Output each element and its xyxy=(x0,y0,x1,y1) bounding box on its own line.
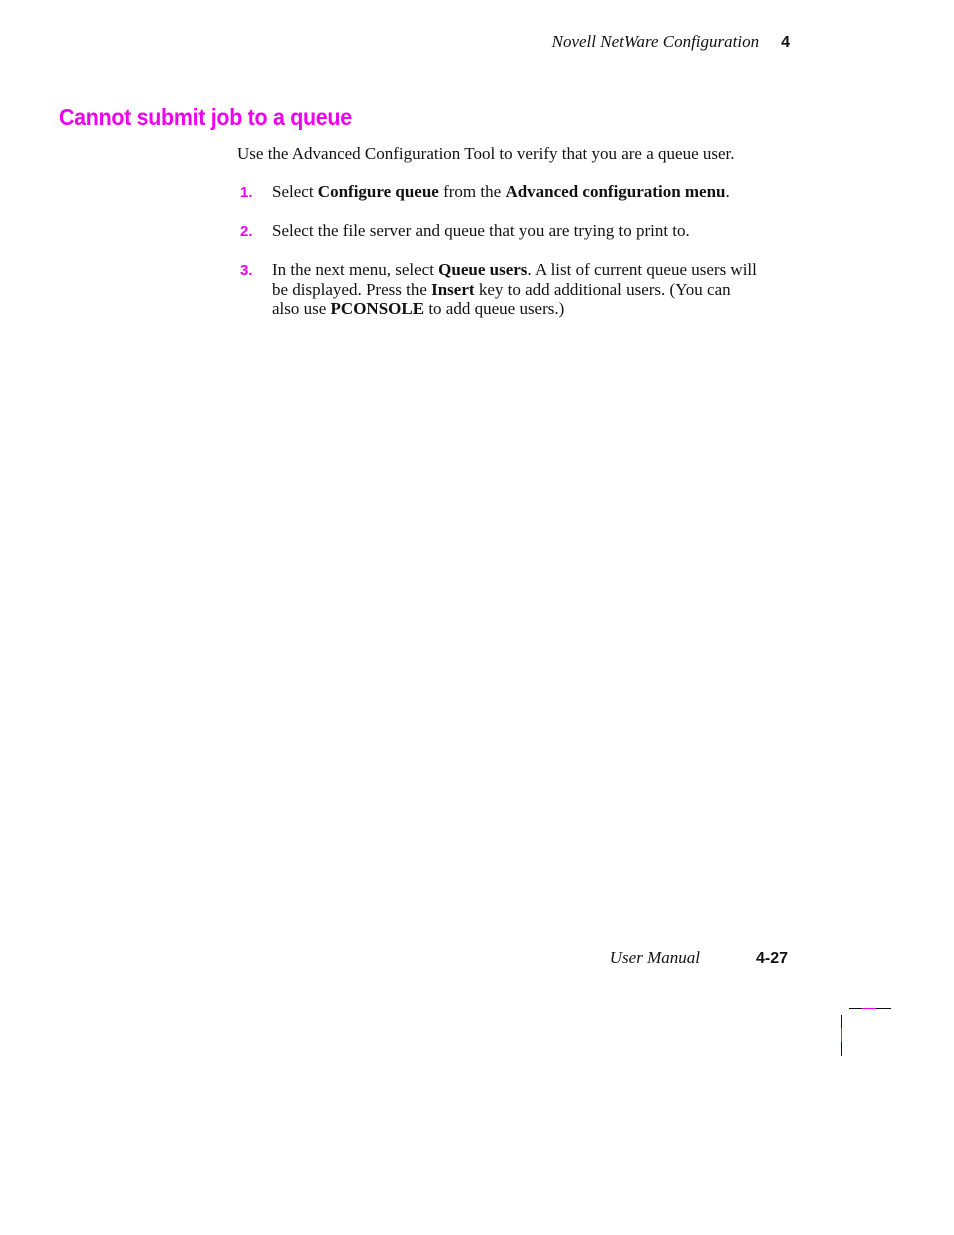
step-number: 2. xyxy=(240,223,253,240)
running-head-section-title: Novell NetWare Configuration xyxy=(551,32,760,51)
step-item-1 xyxy=(240,182,780,203)
page-footer xyxy=(560,948,788,972)
key-name-insert: Insert xyxy=(431,279,475,299)
intro-paragraph: Use the Advanced Configuration Tool to verify that you are a queue user. xyxy=(237,144,735,163)
step-text-segment: Select the file server and queue that you are trying to print to. xyxy=(272,221,690,240)
step-text-segment: In the next menu, select xyxy=(272,260,439,279)
footer-manual-name: User Manual xyxy=(609,948,700,967)
step-item-2 xyxy=(240,221,780,242)
running-head xyxy=(500,32,790,56)
step-text-segment: from the xyxy=(438,182,506,201)
crop-mark-horizontal-accent xyxy=(862,1008,876,1009)
menu-name-advanced-configuration: Advanced configuration menu xyxy=(505,182,726,201)
step-text-segment: key to add additional users. (You can also use xyxy=(272,279,731,318)
step-number: 1. xyxy=(240,184,253,201)
step-number: 3. xyxy=(240,262,253,279)
menu-option-configure-queue: Configure queue xyxy=(317,182,439,201)
crop-mark-vertical-accent xyxy=(841,1028,842,1042)
step-text-segment: to add queue users.) xyxy=(424,299,565,318)
step-text-segment: Select xyxy=(272,182,318,201)
step-text-segment: . A list of current queue users will be displayed. Press the xyxy=(272,260,757,299)
step-list xyxy=(240,182,780,337)
running-head-chapter-number: 4 xyxy=(781,34,790,51)
step-text xyxy=(272,260,762,319)
program-name-pconsole: PCONSOLE xyxy=(330,299,425,318)
footer-page-number: 4-27 xyxy=(755,950,788,967)
step-text xyxy=(272,182,762,202)
menu-option-queue-users: Queue users xyxy=(438,260,528,279)
step-item-3 xyxy=(240,260,780,319)
section-heading: Cannot submit job to a queue xyxy=(59,104,352,130)
step-text xyxy=(272,221,762,241)
step-text-segment: . xyxy=(725,182,730,201)
